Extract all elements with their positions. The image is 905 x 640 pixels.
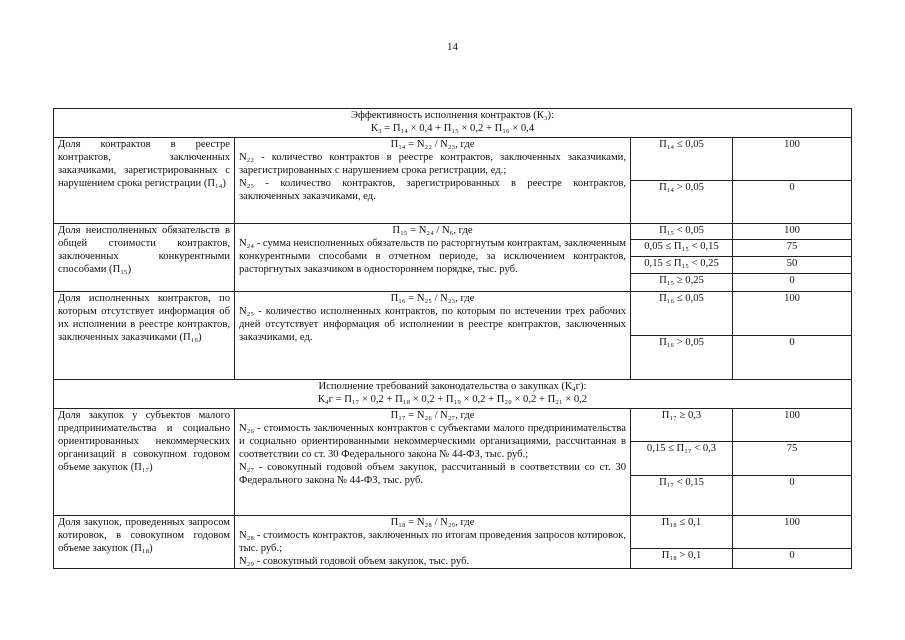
table-row (54, 516, 852, 549)
condition-cell: 0,15 ≤ П₁₇ < 0,3 (631, 442, 733, 476)
condition-cell: П₁₇ ≥ 0,3 (631, 409, 733, 442)
score-cell: 100 (733, 516, 852, 549)
section-title: Эффективность исполнения контрактов (К₃): (351, 110, 554, 121)
table-row (54, 224, 852, 240)
indicator-cell: Доля закупок, проведенных запросом котировок, в совокупном годовом объеме закупок (П₁₈) (54, 516, 235, 569)
formula-head: П₁₅ = N₂₄ / N₆, где (392, 225, 473, 236)
condition-cell: П₁₆ ≤ 0,05 (631, 292, 733, 336)
table-row (54, 409, 852, 442)
condition-cell: П₁₅ ≥ 0,25 (631, 274, 733, 292)
formula-line: N₂₄ - сумма неисполненных обязательств по расторгнутым контрактам, заключенным конкурентными способами в отчетном периоде, за исключением контрактов, расторгнутых заказчиком в одностороннем порядке, тыс. руб. (239, 238, 626, 275)
score-cell: 75 (733, 240, 852, 257)
score-cell: 0 (733, 336, 852, 380)
formula-cell (235, 138, 631, 224)
section-formula: К₄г = П₁₇ × 0,2 + П₁₈ × 0,2 + П₁₉ × 0,2 + П₂₀ × 0,2 + П₂₁ × 0,2 (317, 394, 588, 405)
condition-cell: П₁₅ < 0,05 (631, 224, 733, 240)
condition-cell: П₁₇ < 0,15 (631, 476, 733, 516)
formula-line: N₂₅ - количество исполненных контрактов, по которым по истечении трех рабочих дней отсутствует информация об исполнении в реестре контрактов, заключенных заказчиками, ед. (239, 306, 626, 343)
table-row (54, 292, 852, 336)
page-number: 14 (447, 41, 458, 53)
formula-head: П₁₈ = N₂₈ / N₂₉, где (390, 517, 475, 528)
formula-cell (235, 516, 631, 569)
indicator-cell: Доля неисполненных обязательств в общей стоимости контрактов, заключенных конкурентными способами (П₁₅) (54, 224, 235, 292)
score-cell: 50 (733, 257, 852, 274)
condition-cell: П₁₄ > 0,05 (631, 181, 733, 224)
score-cell: 100 (733, 138, 852, 181)
formula-line: N₂₃ - количество контрактов, зарегистрированных в реестре контрактов, заключенных заказчиками, ед. (239, 178, 626, 202)
formula-cell (235, 224, 631, 292)
score-cell: 100 (733, 409, 852, 442)
condition-cell: П₁₄ ≤ 0,05 (631, 138, 733, 181)
condition-cell: 0,15 ≤ П₁₅ < 0,25 (631, 257, 733, 274)
section-formula: К₃ = П₁₄ × 0,4 + П₁₅ × 0,2 + П₁₆ × 0,4 (370, 123, 535, 134)
formula-head: П₁₇ = N₂₆ / N₂₇, где (390, 410, 475, 421)
indicator-cell: Доля закупок у субъектов малого предпринимательства и социально ориентированных некоммерческих организаций в совокупном годовом объеме закупок (П₁₇) (54, 409, 235, 516)
formula-line: N₂₆ - стоимость заключенных контрактов с субъектами малого предпринимательства и социально ориентированными некоммерческими организациями, рассчитанная в соответствии со ст. 30 Федерального закона № 44-ФЗ, тыс. руб.; (239, 423, 626, 460)
section-title: Исполнение требований законодательства о закупках (К₄г): (318, 381, 587, 392)
section-header-k4 (54, 380, 852, 409)
condition-cell: П₁₆ > 0,05 (631, 336, 733, 380)
formula-head: П₁₆ = N₂₅ / N₂₃, где (390, 293, 475, 304)
formula-line: N₂₂ - количество контрактов в реестре контрактов, заключенных заказчиками, зарегистрированных с нарушением срока регистрации, ед.; (239, 152, 626, 176)
formula-line: N₂₈ - стоимость контрактов, заключенных по итогам проведения запросов котировок, тыс. руб.; (239, 530, 626, 554)
score-cell: 0 (733, 181, 852, 224)
table-row (54, 138, 852, 181)
criteria-table (53, 108, 852, 569)
condition-cell: П₁₈ > 0,1 (631, 548, 733, 568)
indicator-cell: Доля контрактов в реестре контрактов, заключенных заказчиками, зарегистрированных с нарушением срока регистрации (П₁₄) (54, 138, 235, 224)
formula-head: П₁₄ = N₂₂ / N₂₃, где (390, 139, 475, 150)
condition-cell: 0,05 ≤ П₁₅ < 0,15 (631, 240, 733, 257)
score-cell: 100 (733, 292, 852, 336)
score-cell: 100 (733, 224, 852, 240)
formula-line: N₂₉ - совокупный годовой объем закупок, тыс. руб. (239, 556, 470, 567)
formula-cell (235, 409, 631, 516)
score-cell: 0 (733, 476, 852, 516)
section-header-k3 (54, 109, 852, 138)
score-cell: 0 (733, 274, 852, 292)
condition-cell: П₁₈ ≤ 0,1 (631, 516, 733, 549)
formula-line: N₂₇ - совокупный годовой объем закупок, рассчитанный в соответствии со ст. 30 Федерального закона № 44-ФЗ, тыс. руб. (239, 462, 626, 486)
formula-cell (235, 292, 631, 380)
score-cell: 0 (733, 548, 852, 568)
score-cell: 75 (733, 442, 852, 476)
indicator-cell: Доля исполненных контрактов, по которым отсутствует информация об их исполнении в реестре контрактов, заключенных заказчиками (П₁₆) (54, 292, 235, 380)
